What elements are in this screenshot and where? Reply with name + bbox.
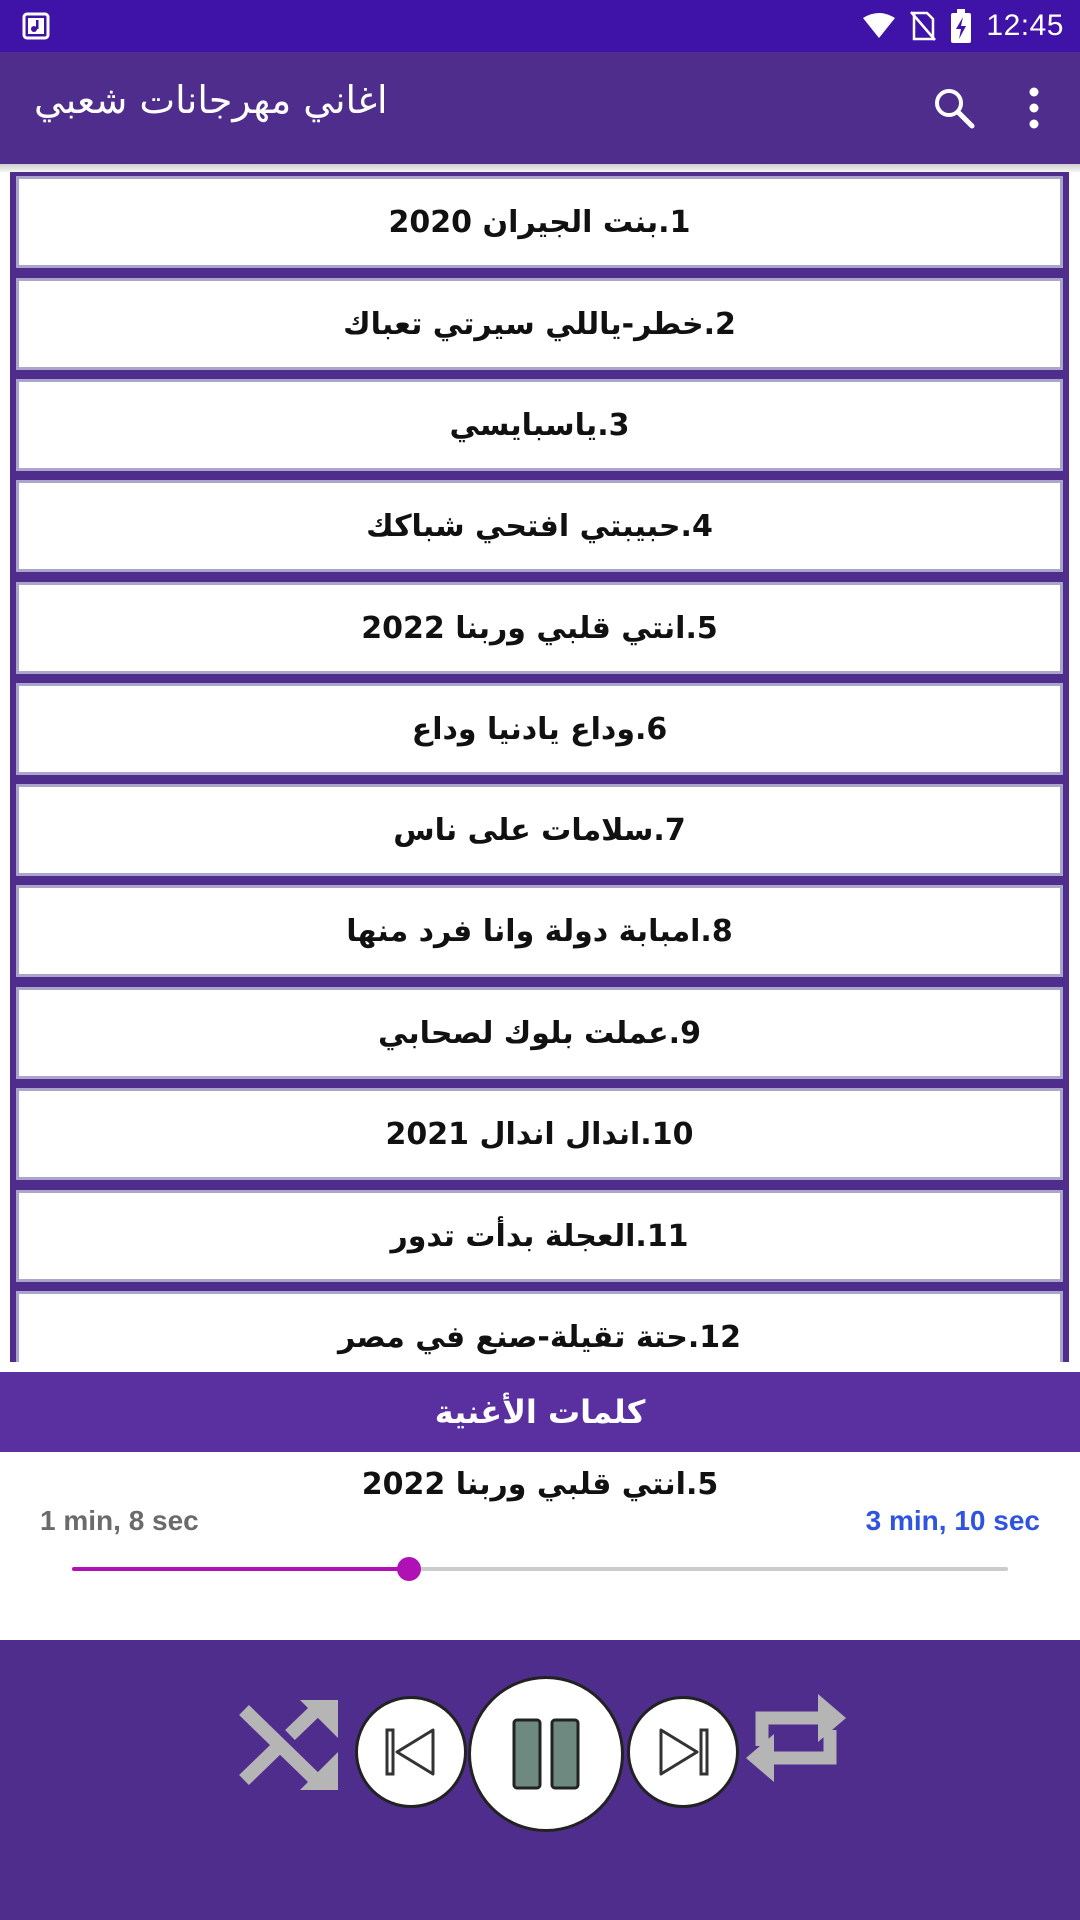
previous-icon — [381, 1722, 441, 1782]
pause-button[interactable] — [468, 1676, 624, 1832]
song-item[interactable] — [16, 379, 1063, 471]
app-bar — [0, 52, 1080, 164]
previous-button[interactable] — [355, 1696, 467, 1808]
lyrics-button[interactable] — [0, 1372, 1080, 1452]
song-title: 12.حتة تقيلة-صنع في مصر — [337, 1319, 742, 1355]
song-item[interactable] — [16, 176, 1063, 268]
song-title: 1.بنت الجيران 2020 — [388, 204, 691, 240]
search-icon[interactable] — [930, 84, 978, 132]
repeat-icon — [742, 1684, 850, 1792]
song-item[interactable] — [16, 784, 1063, 876]
song-item[interactable] — [16, 278, 1063, 370]
now-playing-title: 5.انتي قلبي وربنا 2022 — [361, 1466, 719, 1502]
song-title: 9.عملت بلوك لصحابي — [378, 1015, 701, 1051]
song-item[interactable] — [16, 683, 1063, 775]
song-item[interactable] — [16, 1088, 1063, 1180]
pause-icon — [506, 1714, 586, 1794]
song-title: 6.وداع يادنيا وداع — [411, 711, 668, 747]
song-title: 11.العجلة بدأت تدور — [390, 1218, 689, 1254]
next-icon — [653, 1722, 713, 1782]
song-title: 7.سلامات على ناس — [393, 812, 686, 848]
app-title: اغاني مهرجانات شعبي — [34, 78, 388, 122]
shuffle-button[interactable] — [238, 1700, 342, 1790]
song-title: 4.حبيبتي افتحي شباكك — [366, 508, 713, 544]
song-list[interactable] — [10, 172, 1069, 1362]
song-title: 3.ياسبايسي — [449, 407, 630, 443]
song-title: 8.امبابة دولة وانا فرد منها — [346, 913, 733, 949]
song-item[interactable] — [16, 1291, 1063, 1362]
seek-bar[interactable] — [72, 1567, 1008, 1571]
song-title: 10.اندال اندال 2021 — [385, 1116, 694, 1152]
shuffle-icon — [238, 1700, 342, 1790]
seek-bar-progress — [72, 1567, 409, 1571]
battery-charging-icon — [950, 9, 972, 43]
next-button[interactable] — [627, 1696, 739, 1808]
song-item[interactable] — [16, 885, 1063, 977]
elapsed-time: 1 min, 8 sec — [40, 1505, 199, 1536]
song-item[interactable] — [16, 1190, 1063, 1282]
song-title: 5.انتي قلبي وربنا 2022 — [361, 610, 718, 646]
lyrics-button-label: كلمات الأغنية — [434, 1393, 646, 1431]
overflow-menu-icon[interactable] — [1020, 82, 1048, 134]
song-item[interactable] — [16, 582, 1063, 674]
song-item[interactable] — [16, 987, 1063, 1079]
app-bar-shadow — [0, 164, 1080, 172]
wifi-icon — [862, 12, 896, 40]
song-item[interactable] — [16, 480, 1063, 572]
music-note-icon — [22, 12, 50, 40]
no-sim-icon — [910, 11, 936, 41]
status-bar — [0, 0, 1080, 52]
clock: 12:45 — [986, 9, 1064, 42]
song-title: 2.خطر-ياللي سيرتي تعباك — [343, 306, 736, 342]
total-time: 3 min, 10 sec — [865, 1505, 1040, 1536]
repeat-button[interactable] — [742, 1684, 850, 1792]
seek-bar-thumb[interactable] — [397, 1557, 421, 1581]
player-controls — [0, 1640, 1080, 1920]
